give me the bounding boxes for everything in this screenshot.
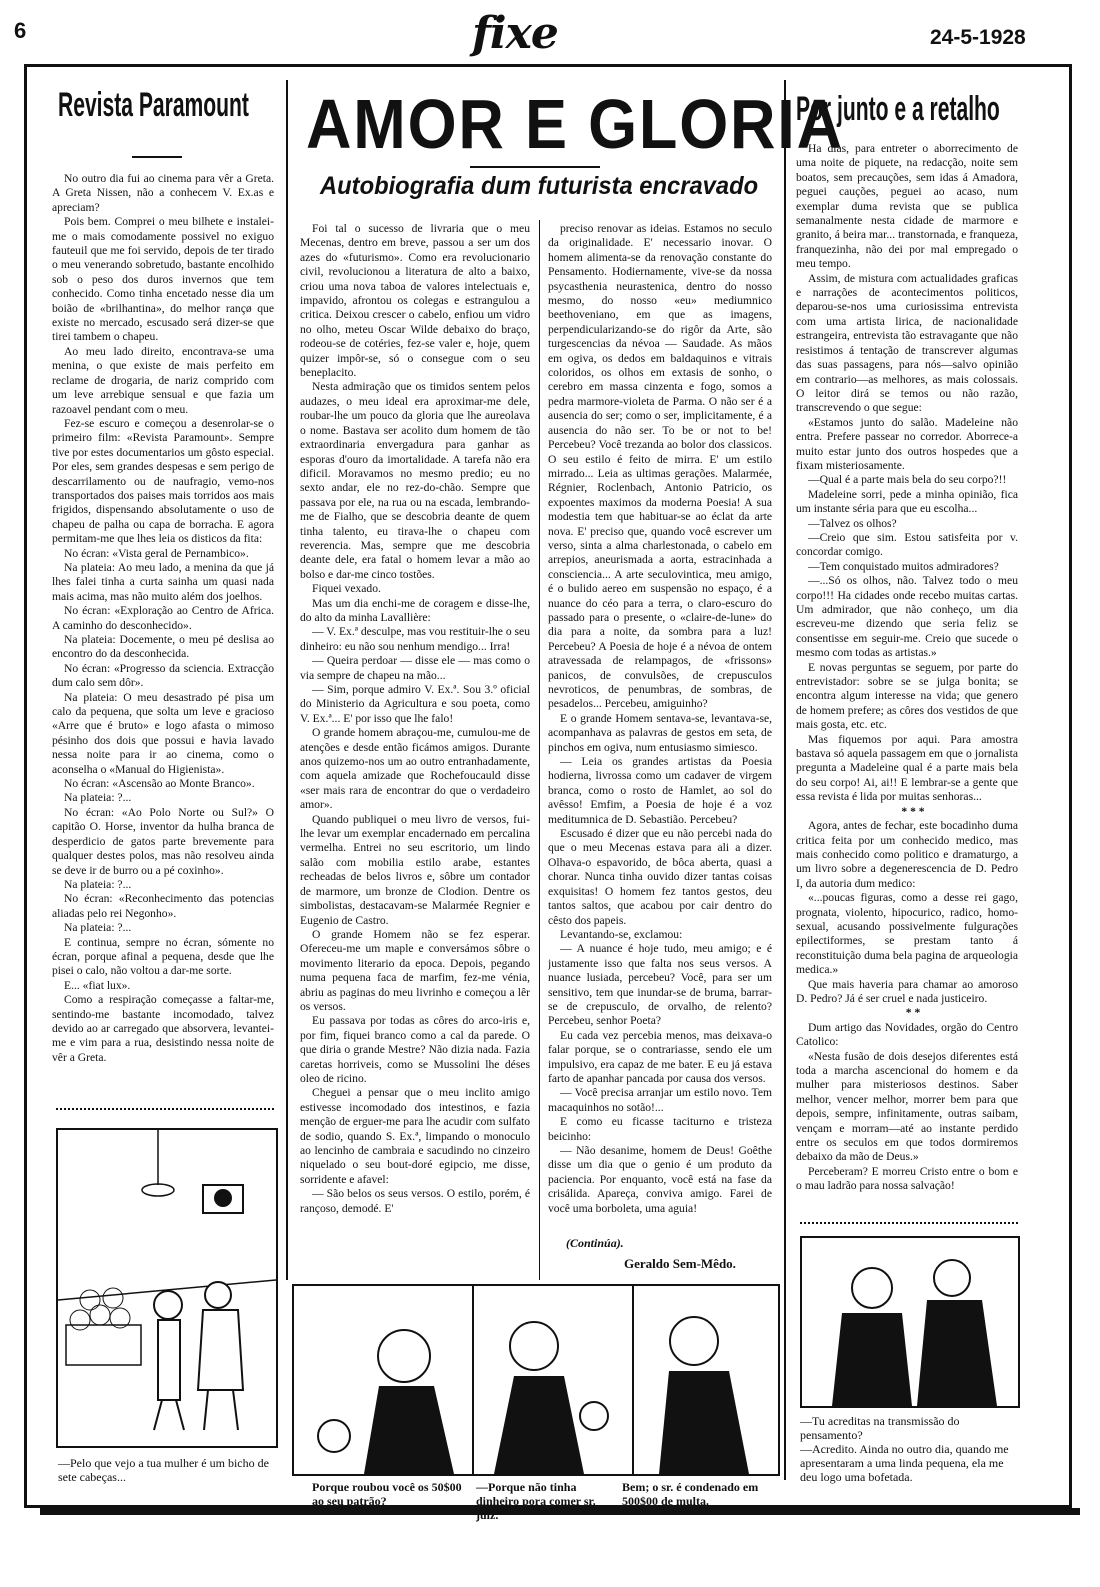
left-paragraph: E... «fiat lux».: [64, 978, 131, 992]
center-paragraph: — A nuance é hoje tudo, meu amigo; e é justamente isso que falta nos seus versos. A nuance lusiada, percebeu? Você, para ser um sensitivo, tem que inundar-se de bruma, barrar-se de crepusculo, de orvalho, de relento? Percebeu, senhor Poeta?: [548, 942, 772, 1028]
center-paragraph: Nesta admiração que os timidos sentem pelos audazes, o meu ideal era aproximar-me dele, roubar-lhe um pouco da gloria que lhe aureolava o nome. Bastava ser acolito dum homem de tão extraordinaria envergadura para ganhar as esporas d'ouro da imortalidade. A tarefa não era dificil. Moravamos no mesmo predio; eu no sexto andar, ele no rez-do-chão. Sempre que passava por ele, na rua ou na escada, lembrando-me de Fialho, que se descobria deante de quem tinha talento, eu tirava-lhe o chapeu com reverencia. Mas, sempre que me descobria deante dele, era fatal o homem levar a mão ao bolso e dar-me cinco tostões.: [300, 380, 530, 581]
right-paragraph: —Qual é a parte mais bela do seu corpo?!!: [808, 473, 1007, 487]
center-paragraph: O grande homem abraçou-me, cumulou-me de atenções e desde então ficámos amigos. Durante anos quizemo-nos um ao outro entranhadamente, com aquela amizade que Rochefoucauld disse «ser mais rara de encontrar do que o verdadeiro amor».: [300, 726, 530, 812]
center-subtitle: Autobiografia dum futurista encravado: [320, 172, 759, 200]
center-paragraph: E como eu ficasse taciturno e tristeza beicinho:: [548, 1115, 772, 1143]
strip-caption-1: Porque roubou você os 50$00 ao seu patrão?: [312, 1480, 462, 1508]
center-article-col2: [548, 222, 772, 1222]
center-paragraph: Cheguei a pensar que o meu inclito amigo estivesse incomodado dos intestinos, e fazia menção de erguer-me para lhe acudir com sulfato de sodio, quando S. Ex.ª, limpando o monoculo ao lencinho de cambraia e sacudindo no cinzeiro niquelado o seu bout-doré egipcio, me disse, sorridente e afavel:: [300, 1086, 530, 1186]
left-paragraph: No écran: «Ao Polo Norte ou Sul?» O capitão O. Horse, inventor da hulha branca de desperdicio de gatos parte brevemente para qualquer destes polos, mas não resolveu ainda se deve ir de burro ou a pé coxinho».: [52, 805, 274, 877]
issue-date: 24-5-1928: [930, 26, 1026, 49]
comic-panel-2: [474, 1286, 634, 1474]
right-paragraph: «Estamos junto do salão. Madeleine não entra. Prefere passear no corredor. Aborrece-a muito estar junto dos outros hospedes que a fixam misteriosamente.: [796, 415, 1018, 472]
center-paragraph: — Sim, porque admiro V. Ex.ª. Sou 3.º oficial do Ministerio da Agricultura e sou poeta, como V. Ex.ª... E' por isso que lhe falo!: [300, 683, 530, 725]
center-paragraph: Eu passava por todas as côres do arco-iris e, por fim, fiquei branco como a cal da parede. O que diria o grande Mestre? Não dizia nada. Fazia caretas horriveis, como se Mussolini lhe déses oleo de ricino.: [300, 1014, 530, 1085]
right-paragraph: —...Só os olhos, não. Talvez todo o meu corpo!!! Ha cidades onde recebo muitas cartas. Um admirador, que não conheço, um dia escreveu-me dizendo que seria feliz se consentisse em seguir-me. Creio que sucede o mesmo com todas as artistas.»: [796, 574, 1018, 660]
center-paragraph: — São belos os seus versos. O estilo, porém, é rançoso, demodé. E': [300, 1187, 530, 1215]
dotted-rule-right: [800, 1222, 1018, 1224]
left-paragraph: No écran: «Exploração ao Centro de Africa. A caminho do desconhecido».: [52, 604, 274, 632]
center-paragraph: — Leia os grandes artistas da Poesia hodierna, livrossa como um cadaver de virgem branca, como o rosto de Hamlet, ao sol do avêsso! Emfim, a Poesia de hoje é a voz meditumnica de D. Sebastião. Percebeu?: [548, 755, 772, 826]
cartoon-left-drawing: [58, 1130, 276, 1446]
right-paragraph: * * *: [901, 804, 925, 818]
left-paragraph: Como a respiração começasse a faltar-me, sentindo-me bastante incomodado, talvez devido ao ar carregado que absorvera, levantei-me e vim para a rua, desistindo nessa noite de vêr a Greta.: [52, 993, 274, 1064]
comic-panel-3-drawing: [634, 1286, 778, 1474]
cartoon-left: [56, 1128, 278, 1448]
right-paragraph: «...poucas figuras, como a desse rei gago, prognata, violento, hipocurico, radico, homo-sexual, acusando possivelmente fulgurações epilectiformes, se prestam tanto á reconstituição duma bela pagina de arqueologia medica.»: [796, 891, 1018, 977]
right-paragraph: —Tem conquistado muitos admiradores?: [808, 559, 999, 573]
masthead-logo: fixe: [472, 8, 558, 59]
comic-panel-2-drawing: [474, 1286, 630, 1474]
left-paragraph: Na plateia: O meu desastrado pé pisa um calo da pequena, que solta um leve e gracioso «Arre que é bruto» e logo afasta o mimoso pésinho dos dois que possui e havia lavado nessa noite para ir ao cinema, como o aconselha o «Manual do Higienista».: [52, 690, 274, 776]
right-paragraph: Dum artigo das Novidades, orgão do Centro Catolico:: [796, 1020, 1018, 1049]
cartoon-right: [800, 1236, 1020, 1408]
center-paragraph: Fiquei vexado.: [312, 582, 381, 596]
left-paragraph: Fez-se escuro e começou a desenrolar-se o primeiro film: «Revista Paramount». Sempre tive por estes documentarios um gôsto especial. Por eles, sem grandes despesas e sem perigo de descarrilamento ou de naufragio, vemo-nos transportados dos paises mais torridos aos mais frigidos, dispensando absolutamente o uso de chapeu de palha ou capa de borracha. E agora permitam-me que lhes leia os disticos da fita:: [52, 416, 274, 546]
left-paragraph: Ao meu lado direito, encontrava-se uma menina, o que existe de mais perfeito em reclame de drogaria, de nariz comprido com um leve arrebique sensual e que fazia um razoavel pendant com o meu.: [52, 344, 274, 416]
column-rule-center: [539, 220, 540, 1280]
left-paragraph: No écran: «Ascensão ao Monte Branco».: [64, 777, 255, 791]
left-paragraph: Na plateia: Ao meu lado, a menina da que já lhes falei tinha a curta sainha um quasi nada mais acima, mas não muito além dos joelhos.: [52, 560, 274, 603]
center-paragraph: Foi tal o sucesso de livraria que o meu Mecenas, dentro em breve, passou a ser um dos azes do «futurismo». Como era revolucionario civil, revolucionou a literatura de alto a baixo, criou uma nova taboa de valores intelectuais e, impavido, afrontou os colegas e estrangulou a critica. Deixou crescer o cabelo, enfiou um vidro no olho, meteu Oscar Wilde debaixo do braço, rodeou-se de cotéries, fez-se valer e, hoje, quem quizer impôr-se, só o consegue com o seu beneplacito.: [300, 222, 530, 380]
left-paragraph: No outro dia fui ao cinema para vêr a Greta. A Greta Nissen, não a conhecem V. Ex.as e apreciam?: [52, 172, 274, 214]
right-paragraph: —Talvez os olhos?: [808, 516, 897, 530]
center-paragraph: Escusado é dizer que eu não percebi nada do que o meu Mecenas estava para ali a dizer. Olhava-o espavorido, de bôca aberta, quasi a chorar. Nunca tinha ouvido dizer tantas coisas exquisitas! O homem fez tantos gestos, deu tantos saltos, que acabou por cair dentro do cêsto dos papeis.: [548, 827, 772, 927]
right-paragraph: Que mais haveria para chamar ao amoroso D. Pedro? Já é ser cruel e nada justiceiro.: [796, 977, 1018, 1005]
center-article-col1: [300, 222, 530, 1274]
right-paragraph: —Creio que sim. Estou satisfeita por v. concordar comigo.: [796, 530, 1018, 559]
cartoon-right-caption-line-1: —Tu acreditas na transmissão do pensamento?: [800, 1414, 960, 1442]
center-paragraph: Levantando-se, exclamou:: [560, 927, 683, 941]
right-paragraph: Madeleine sorri, pede a minha opinião, fica um instante séria para que eu escolha...: [796, 487, 1018, 516]
continua-note: (Continúa).: [566, 1236, 624, 1250]
strip-caption-2: —Porque não tinha dinheiro pora comer sr. juiz.: [476, 1480, 596, 1522]
center-title: AMOR E GLORIA: [306, 85, 844, 163]
column-rule-right: [784, 80, 786, 1480]
column-rule-left: [286, 80, 288, 1280]
right-paragraph: Perceberam? E morreu Cristo entre o bom e o mau ladrão para nossa salvação!: [796, 1164, 1018, 1193]
left-article-body: [52, 172, 274, 1092]
right-paragraph: E novas perguntas se seguem, por parte do entrevistador: sobre se se julga bonita; se encontra algum interesse na vida; que genero de homem prefere; as côres dos vestidos de que mais gosta, etc. etc.: [796, 660, 1018, 732]
left-paragraph: E continua, sempre no écran, sómente no écran, porque afinal a pequena, desde que lhe pisei o calo, não voltou a dar-me sorte.: [52, 935, 274, 978]
strip-caption-3: Bem; o sr. é condenado em 500$00 de multa.: [622, 1480, 759, 1508]
title-rule: [132, 156, 182, 158]
center-paragraph: — Queira perdoar — disse ele — mas como o via sempre de chapeu na mão...: [300, 654, 530, 682]
comic-panel-1: [294, 1286, 474, 1474]
page-number: 6: [14, 18, 27, 43]
cartoon-right-caption: [800, 1414, 1020, 1484]
left-paragraph: Pois bem. Comprei o meu bilhete e instalei-me o mais comodamente possivel no exiguo fauteuil que me foi servido, depois de ter tirado o meu venerando sobretudo, bastante encolhido sob o peso dos duros invernos que tem conhecido. Como tinha encetado nesse dia um boião de «brilhantina», do melhor rançø que existe no mercado, escusado será dizer-se que tirei tambem o chapeu.: [52, 215, 274, 344]
center-paragraph: E o grande Homem sentava-se, levantava-se, acompanhava as palavras de gestos em seta, de pinchos em ogiva, num entusiasmo simiesco.: [548, 711, 772, 754]
right-article-body: [796, 142, 1018, 1214]
left-paragraph: No écran: «Progresso da sciencia. Extracção dum calo sem dôr».: [52, 661, 274, 690]
center-paragraph: — V. Ex.ª desculpe, mas vou restituir-lhe o seu dinheiro: eu não sou nenhum mendigo... Irra!: [300, 625, 530, 653]
comic-panel-1-drawing: [294, 1286, 470, 1474]
right-paragraph: Mas fiquemos por aqui. Para amostra bastava só aquela passagem em que o jornalista pregunta a Madeleine qual é a parte mais bela do seu corpo! Ai, ai!! E lembrar-se a gente que essa revista é lida por muitas senhoras...: [796, 732, 1018, 804]
center-paragraph: Eu cada vez percebia menos, mas deixava-o falar porque, se o contrariasse, sendo ele um impulsivo, era capaz de me bater. E eu já estava farto de apanhar pancada por causa dos versos.: [548, 1028, 772, 1085]
left-paragraph: Na plateia: Docemente, o meu pé deslisa ao encontro do da desconhecida.: [52, 633, 274, 661]
cartoon-right-caption-line-2: —Acredito. Ainda no outro dia, quando me apresentaram a uma linda pequena, ela me deu logo uma bofetada.: [800, 1442, 1009, 1484]
center-paragraph: Mas um dia enchi-me de coragem e disse-lhe, do alto da minha Lavallière:: [300, 596, 530, 624]
comic-panel-3: [634, 1286, 778, 1474]
center-paragraph: preciso renovar as ideias. Estamos no seculo da originalidade. E' necessario inovar. O homem alimenta-se da renovação constante do Pensamento. Hodiernamente, vive-se da nossa psycasthenia neurastenica, dentro do nosso mesmo, do nosso «eu» mediumnico beethoveniano, em que as imagens, perpendicularizando-se do rigôr da Arte, são turgescencias da névoa — Saudade. As mãos em ogiva, os dedos em baldaquinos e vitrais coloridos, os olhos em extasis de sonho, o cerebro em massa cinzenta e fogo, somos a pedra marmore-violeta de Parma. O não ser é a ausencia do ser; como o ser, implicitamente, é a ausencia do não ser. To be or not to be! Percebeu? Você trezanda ao bolor dos classicos. O seu estilo é feito de mirra. E' um estilo mirrado... Leia as ultimas gerações. Malarmée, Régnier, Roclenbach, Antonio Patricio, os expoentes maximos da moderna Poesia! A sua modestia tem que habituar-se ao éclat da arte nova. E' preciso que, quando você escrever um verso, sinta a alma charlestonada, o cabelo em arrepios, aneurismada a aorta, estracinhada a consciencia... A arte seculovintica, meu amigo, é o bulido aereo em suspensão no espaço, é a nuance do céo para a terra, o claro-escuro do passado para o presente, o «claire-de-lune» do dia para a noite, da sombra para a luz! Percebeu? A Poesia de hoje é a névoa de ontem atravessada de relampagos, de «frissons» panicos, de convulsões, de crepusculos nevroticos, de penumbras, de sombras, de pesadelos... Percebeu, amiguinho?: [548, 222, 772, 711]
article-signature: Geraldo Sem-Mêdo.: [624, 1256, 736, 1271]
right-paragraph: Assim, de mistura com actualidades graficas e narrações de acontecimentos politicos, deparou-se-nos uma curiosissima entrevista com uma artista lirica, de nacionalidade estrangeira, entrevista tão estravagante que não resistimos á tentação de transcrever algumas das suas passagens, para nós—salvo opinião em contrario—as melhores, as mais colossais. O leitor dirá se temos ou não razão, transcrevendo o que segue:: [796, 271, 1018, 415]
cartoon-left-caption: —Pelo que vejo a tua mulher é um bicho de sete cabeças...: [58, 1456, 269, 1484]
comic-strip: [292, 1284, 780, 1476]
right-paragraph: Ha dias, para entreter o aborrecimento de uma noite de piquete, na redacção, noite sem boatos, sem precauções, sem idas á Amadora, peguei cauções, peguei ao acaso, num exemplar duma revista que se publica semanalmente nesta cidade de marmore e granito, á beira mar... transtornada, e franqueza, franquezinha, não dei por mal empregado o meu tempo.: [796, 142, 1018, 271]
right-paragraph: Agora, antes de fechar, este bocadinho duma critica feita por um conhecido medico, mas mais conhecido como politico e dramaturgo, a um livro sobre a degenerescencia de D. Pedro I, da autoria dum medico:: [796, 819, 1018, 890]
dotted-rule: [56, 1108, 274, 1110]
left-paragraph: Na plateia: ?...: [64, 791, 132, 805]
right-title: Por junto e a retalho: [796, 90, 1000, 128]
left-paragraph: No écran: «Vista geral de Pernambico».: [64, 546, 249, 560]
center-paragraph: — Você precisa arranjar um estilo novo. Tem macaquinhos no sotão!...: [548, 1086, 772, 1114]
left-paragraph: No écran: «Reconhecimento das potencias aliadas pelo rei Negonho».: [52, 892, 274, 920]
center-paragraph: Quando publiquei o meu livro de versos, fui-lhe levar um exemplar encadernado em percalina vermelha. Entrei no seu escritorio, um lindo salão com mobilia estilo arabe, estantes recheadas de belos livros e, sôbre um contador de marmore, um bronze de Clodion. Dentre os simbolistas, destacavam-se Malarmée Regnier e Eugenio de Castro.: [300, 812, 530, 927]
left-paragraph: Na plateia: ?...: [64, 921, 132, 935]
cartoon-right-drawing: [802, 1238, 1018, 1406]
title-divider: [470, 166, 600, 168]
center-paragraph: O grande Homem não se fez esperar. Ofereceu-me um maple e conversámos sôbre o movimento literario da epoca. Depois, pegando numa pequena faca de marfim, fez-me vénia, abriu as paginas do meu livrinho e começou a lêr os versos.: [300, 927, 530, 1013]
right-paragraph: «Nesta fusão de dois desejos diferentes está toda a marcha ascencional do homem e da mulher para misteriosos destinos. Saber melhor, vencer melhor, morrer bem para que depois, sempre, infinitamente, outras saibam, vençam e morram—até ao instante perdido entre os seculos em que todos dormiremos debaixo da mão de Deus.»: [796, 1049, 1018, 1164]
left-title: Revista Paramount: [58, 86, 249, 124]
center-paragraph: — Não desanime, homem de Deus! Goêthe disse um dia que o genio é um produto da paciencia. Por enquanto, você está na fase da crisálida. Apareça, conviva amigo. Farei de você uma borboleta, uma aguia!: [548, 1144, 772, 1215]
left-paragraph: Na plateia: ?...: [64, 877, 132, 891]
right-paragraph: * *: [905, 1006, 921, 1020]
